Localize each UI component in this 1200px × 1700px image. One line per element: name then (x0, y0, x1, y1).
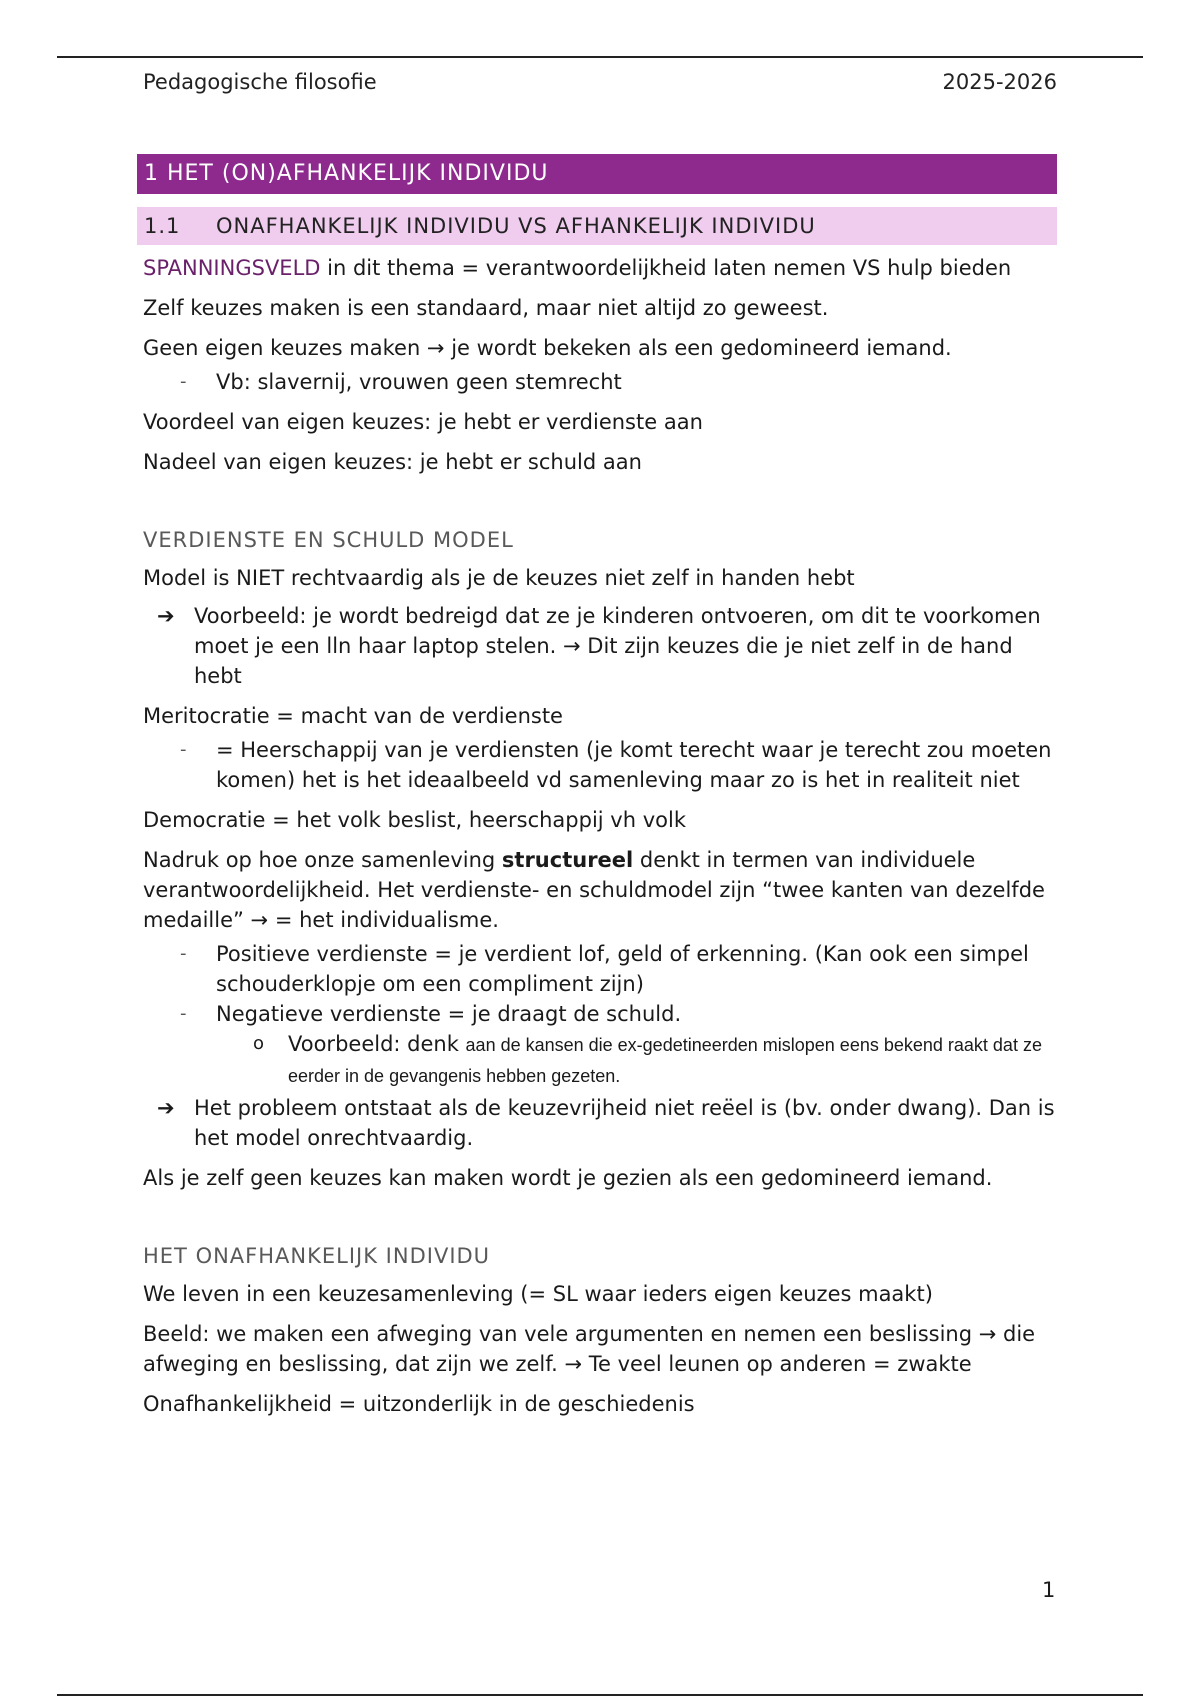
document-body (143, 154, 1063, 1429)
paragraph-beeld: Beeld: we maken een afweging van vele argumenten en nemen een beslissing → die afweging en beslissing, dat zijn we zelf. → Te veel leunen op anderen = zwakte (143, 1322, 1036, 1376)
heading-2-title: ONAFHANKELIJK INDIVIDU VS AFHANKELIJK INDIVIDU (216, 214, 816, 238)
example-list (143, 367, 1063, 397)
paragraph-onafhankelijkheid: Onafhankelijkheid = uitzonderlijk in de geschiedenis (143, 1392, 695, 1416)
sub-list (143, 1029, 1063, 1091)
heading-3-onafhankelijk: HET ONAFHANKELIJK INDIVIDU (143, 1244, 491, 1268)
bold-structureel: structureel (501, 848, 634, 872)
paragraph-meritocratie: Meritocratie = macht van de verdienste (143, 704, 563, 728)
list-item: ➔ Voorbeeld: je wordt bedreigd dat ze je kinderen ontvoeren, om dit te voorkomen moet je een lln haar laptop stelen. → Dit zijn keuzes die je niet zelf in de hand hebt (143, 601, 1063, 691)
paragraph-gedomineerd: Als je zelf geen keuzes kan maken wordt je gezien als een gedomineerd iemand. (143, 1166, 993, 1190)
paragraph-democratie: Democratie = het volk beslist, heerschappij vh volk (143, 808, 686, 832)
dash-bullet: - (180, 943, 187, 964)
meritocratie-list (143, 735, 1063, 795)
list-item: - Vb: slavernij, vrouwen geen stemrecht (143, 367, 1063, 397)
page-number: 1 (1042, 1578, 1056, 1602)
heading-1: 1 HET (ON)AFHANKELIJK INDIVIDU (137, 154, 1057, 194)
heading-2-number: 1.1 (144, 214, 181, 238)
paragraph-geen-eigen-keuzes: Geen eigen keuzes maken → je wordt bekeken als een gedomineerd iemand. (143, 336, 952, 360)
paragraph-voordeel: Voordeel van eigen keuzes: je hebt er verdienste aan (143, 410, 703, 434)
list-item: - Positieve verdienste = je verdient lof, geld of erkenning. (Kan ook een simpel schouderklopje om een compliment zijn) (143, 939, 1063, 999)
list-item: - = Heerschappij van je verdiensten (je komt terecht waar je terecht zou moeten komen) het is het ideaalbeeld vd samenleving maar zo is het in realiteit niet (143, 735, 1063, 795)
heading-2 (137, 207, 1057, 245)
header-course-title: Pedagogische filosofie (143, 70, 377, 94)
header-academic-year: 2025-2026 (942, 70, 1057, 94)
arrow-bullet-icon: ➔ (157, 604, 175, 628)
top-rule (57, 56, 1143, 58)
dash-bullet: - (180, 739, 187, 760)
paragraph-spanningsveld (143, 253, 1063, 283)
list-item: ➔ Het probleem ontstaat als de keuzevrijheid niet reëel is (bv. onder dwang). Dan is het model onrechtvaardig. (143, 1093, 1063, 1153)
list-item: - Negatieve verdienste = je draagt de schuld. (143, 999, 1063, 1029)
paragraph-zelf-keuzes: Zelf keuzes maken is een standaard, maar niet altijd zo geweest. (143, 296, 829, 320)
spanningsveld-text: in dit thema = verantwoordelijkheid laten nemen VS hulp bieden (320, 256, 1012, 280)
page-header (143, 70, 1057, 94)
arrow-list-probleem (143, 1093, 1063, 1153)
spanningsveld-term: SPANNINGSVELD (143, 256, 321, 280)
list-item: o Voorbeeld: denk aan de kansen die ex-gedetineerden mislopen eens bekend raakt dat ze eerder in de gevangenis hebben gezeten. (143, 1029, 1063, 1091)
dash-bullet: - (180, 1003, 187, 1024)
heading-3-verdienste: VERDIENSTE EN SCHULD MODEL (143, 528, 514, 552)
paragraph-nadeel: Nadeel van eigen keuzes: je hebt er schuld aan (143, 450, 642, 474)
paragraph-model-niet-rechtvaardig: Model is NIET rechtvaardig als je de keuzes niet zelf in handen hebt (143, 566, 855, 590)
verdienste-list (143, 939, 1063, 1029)
circle-bullet: o (253, 1033, 265, 1054)
arrow-bullet-icon: ➔ (157, 1096, 175, 1120)
bottom-rule (57, 1694, 1143, 1696)
paragraph-nadruk: Nadruk op hoe onze samenleving structureel denkt in termen van individuele verantwoordelijkheid. Het verdienste- en schuldmodel zijn “twee kanten van dezelfde medaille” → = het individualisme. (143, 848, 1045, 932)
dash-bullet: - (180, 371, 187, 392)
arrow-list-voorbeeld (143, 601, 1063, 691)
paragraph-keuzesamenleving: We leven in een keuzesamenleving (= SL waar ieders eigen keuzes maakt) (143, 1282, 933, 1306)
